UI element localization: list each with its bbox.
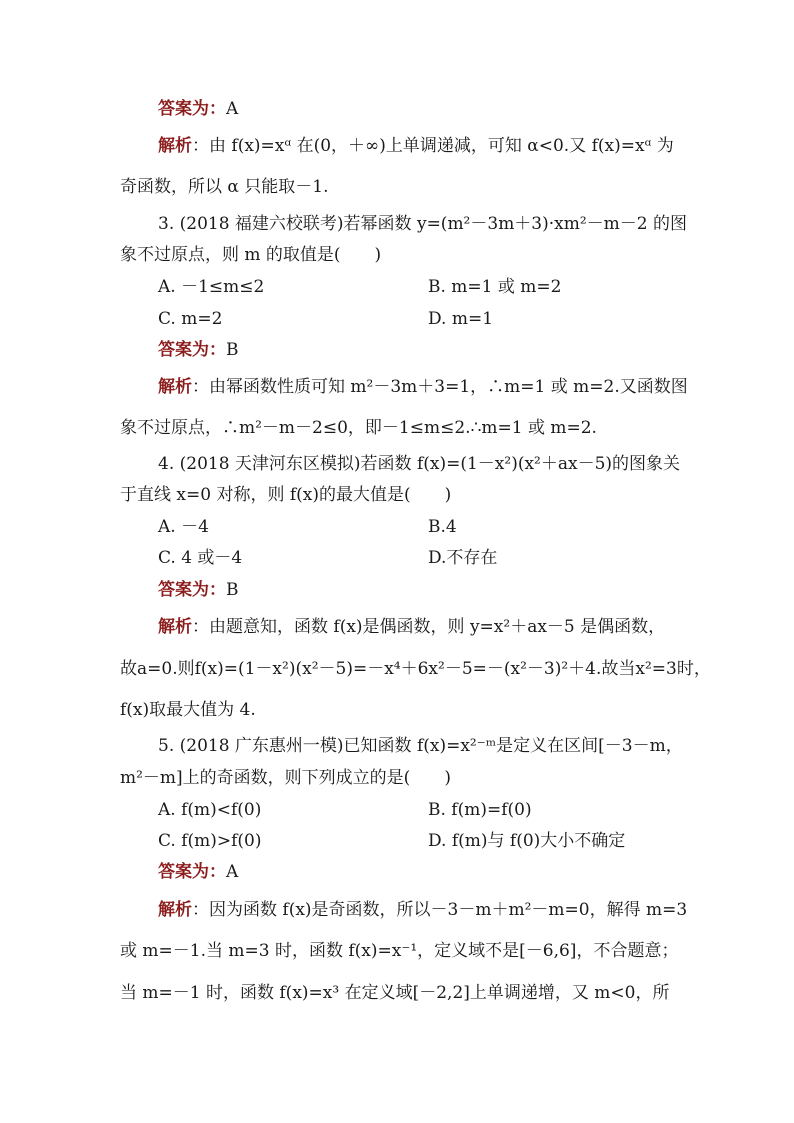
q4-stem-line2: 于直线 x=0 对称，则 f(x)的最大值是( ) — [120, 485, 452, 505]
explanation-text: ：由题意知，函数 f(x)是偶函数，则 y=x²＋ax－5 是偶函数， — [192, 617, 666, 637]
q3-explanation-line1 — [158, 375, 688, 399]
q4-explanation-line3: f(x)取最大值为 4. — [120, 700, 256, 720]
explanation-text: ：由幂函数性质可知 m²－3m＋3=1，∴m=1 或 m=2.又函数图 — [192, 377, 688, 397]
q3-stem-line1: 3. (2018 福建六校联考)若幂函数 y=(m²－3m＋3)·xm²－m－2 的图 — [158, 214, 688, 234]
q5-stem-line1: 5. (2018 广东惠州一模)已知函数 f(x)=x²⁻ᵐ是定义在区间[－3－m， — [158, 736, 683, 756]
answer-label: 答案为： — [158, 862, 226, 882]
q3-answer — [158, 338, 239, 362]
q4-stem-line1: 4. (2018 天津河东区模拟)若函数 f(x)=(1－x²)(x²＋ax－5)的图象关 — [158, 454, 681, 474]
q5-option-b: B. f(m)=f(0) — [428, 800, 532, 820]
q4-answer — [158, 578, 239, 602]
q4-option-c: C. 4 或－4 — [158, 548, 243, 568]
answer-value: B — [226, 340, 239, 360]
q5-explanation-line2: 或 m=－1.当 m=3 时，函数 f(x)=x⁻¹，定义域不是[－6,6]，不合题意； — [120, 941, 679, 961]
explanation-text: ：由 f(x)=xᵅ 在(0，＋∞)上单调递减，可知 α<0.又 f(x)=xᵅ 为 — [192, 136, 674, 156]
answer-label: 答案为： — [158, 99, 226, 119]
answer-value: B — [226, 580, 239, 600]
explanation-text: ：因为函数 f(x)是奇函数，所以－3－m＋m²－m=0，解得 m=3 — [192, 900, 688, 920]
answer-value: A — [226, 99, 239, 119]
q3-option-d: D. m=1 — [428, 309, 494, 329]
answer-value: A — [226, 862, 239, 882]
explanation-label: 解析 — [158, 377, 192, 397]
q3-explanation-line2: 象不过原点，∴m²－m－2≤0，即－1≤m≤2.∴m=1 或 m=2. — [120, 418, 597, 438]
q5-stem-line2: m²－m]上的奇函数，则下列成立的是( ) — [120, 768, 451, 788]
answer-label: 答案为： — [158, 340, 226, 360]
q5-answer — [158, 860, 238, 884]
q4-explanation-line1 — [158, 615, 665, 639]
explanation-label: 解析 — [158, 617, 192, 637]
explanation-label: 解析 — [158, 136, 192, 156]
q4-option-b: B.4 — [428, 517, 457, 537]
explanation-label: 解析 — [158, 900, 192, 920]
q4-explanation-line2: 故a=0.则f(x)=(1－x²)(x²－5)=－x⁴＋6x²－5=－(x²－3)²＋4.故当x²=3时， — [120, 659, 711, 679]
q2-explanation-line2: 奇函数，所以 α 只能取－1. — [120, 177, 329, 197]
q5-option-a: A. f(m)<f(0) — [158, 800, 262, 820]
q3-stem-line2: 象不过原点，则 m 的取值是( ) — [120, 245, 382, 265]
q4-option-d: D.不存在 — [428, 548, 498, 568]
q5-explanation-line3: 当 m=－1 时，函数 f(x)=x³ 在定义域[－2,2]上单调递增，又 m<0，所 — [120, 983, 670, 1003]
q5-option-c: C. f(m)>f(0) — [158, 831, 262, 851]
q3-option-b: B. m=1 或 m=2 — [428, 277, 562, 297]
q5-option-d: D. f(m)与 f(0)大小不确定 — [428, 831, 626, 851]
q3-option-c: C. m=2 — [158, 309, 223, 329]
q2-explanation-line1 — [158, 134, 674, 158]
q4-option-a: A. －4 — [158, 517, 209, 537]
q2-answer — [158, 97, 238, 121]
q3-option-a: A. －1≤m≤2 — [158, 277, 265, 297]
q5-explanation-line1 — [158, 898, 687, 922]
answer-label: 答案为： — [158, 580, 226, 600]
